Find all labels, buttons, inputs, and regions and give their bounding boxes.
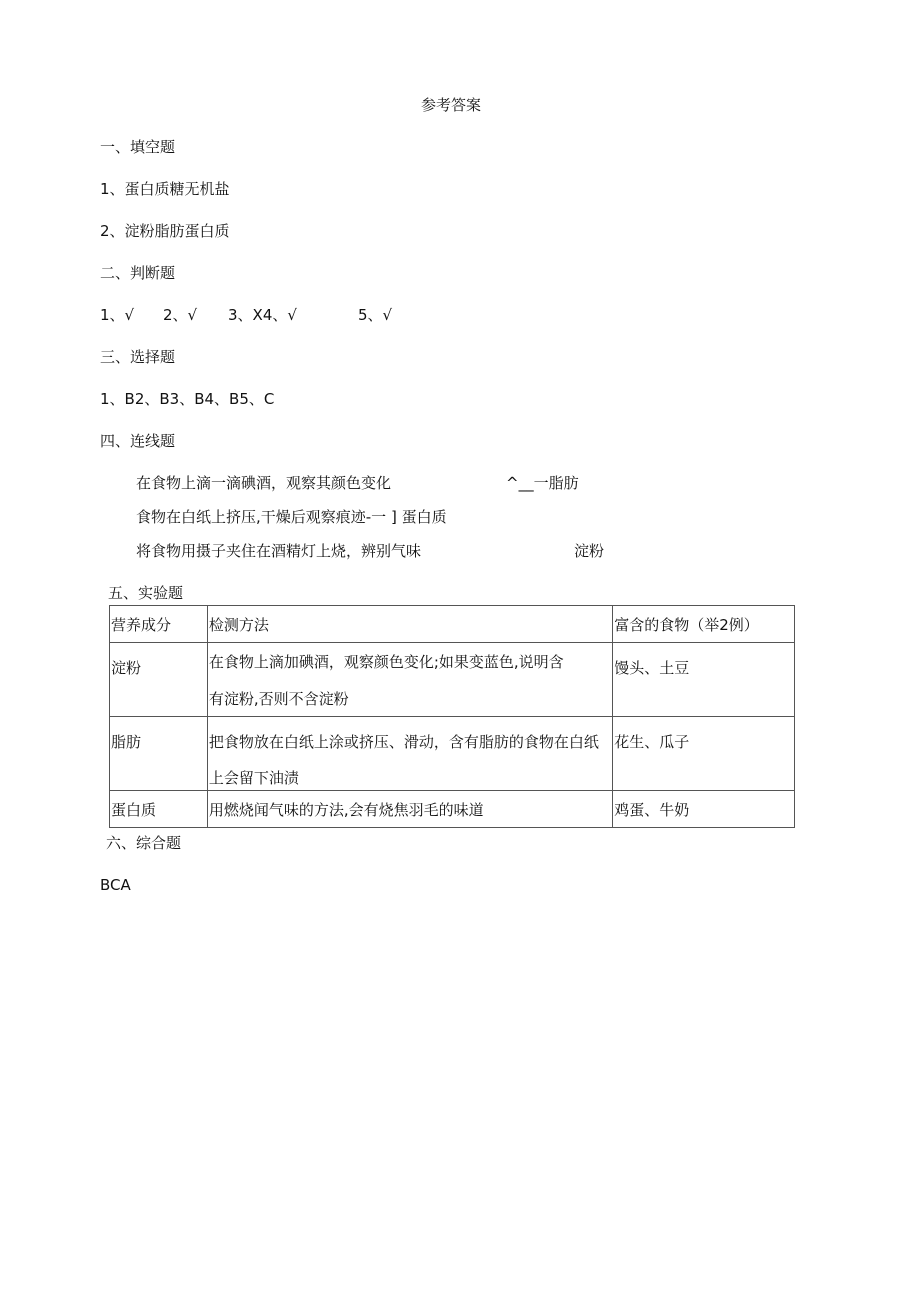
method-line: 用燃烧闻气味的方法,会有烧焦羽毛的味道: [208, 801, 484, 819]
header-cell: 检测方法: [207, 606, 612, 643]
matching-left: 食物在白纸上挤压,干燥后观察痕迹-一 ] 蛋白质: [136, 508, 447, 526]
foods-cell: 花生、瓜子: [613, 717, 795, 791]
nutrient-cell: 脂肪: [110, 717, 208, 791]
header-cell: 营养成分: [110, 606, 208, 643]
experiment-table: [109, 605, 795, 828]
nutrient-cell: 淀粉: [110, 643, 208, 717]
section-heading-experiment: 五、实验题: [108, 584, 184, 602]
nutrient-cell: 蛋白质: [110, 791, 208, 828]
method-line: 把食物放在白纸上涂或挤压、滑动，含有脂肪的食物在白纸: [208, 733, 599, 751]
answer-item: 1、√: [100, 306, 135, 324]
answer-line: BCA: [100, 876, 131, 894]
section-heading-choice: 三、选择题: [100, 348, 176, 366]
method-line: 在食物上滴加碘酒，观察颜色变化;如果变蓝色,说明含: [208, 653, 564, 671]
foods-cell: 鸡蛋、牛奶: [613, 791, 795, 828]
section-heading-fill-blank: 一、填空题: [100, 138, 176, 156]
matching-right: ^__一脂肪: [506, 474, 579, 492]
answer-item: 2、√: [163, 306, 198, 324]
method-cell: [207, 717, 612, 791]
page-title: 参考答案: [421, 96, 482, 114]
matching-right: 淀粉: [574, 542, 605, 560]
section-heading-matching: 四、连线题: [100, 432, 176, 450]
matching-left: 在食物上滴一滴碘酒，观察其颜色变化: [136, 474, 392, 492]
answer-item: 5、√: [358, 306, 393, 324]
method-cell: [207, 643, 612, 717]
answer-line: 2、淀粉脂肪蛋白质: [100, 222, 230, 240]
matching-left: 将食物用摄子夹住在酒精灯上烧，辨别气味: [136, 542, 422, 560]
table-row: [110, 717, 795, 791]
answer-line: 1、蛋白质糖无机盐: [100, 180, 230, 198]
header-cell: 富含的食物（举2例）: [613, 606, 795, 643]
method-line: 上会留下油渍: [208, 769, 299, 787]
answer-item: 3、X4、√: [228, 306, 297, 324]
table-row: [110, 643, 795, 717]
answer-line: 1、B2、B3、B4、B5、C: [100, 390, 275, 408]
section-heading-comprehensive: 六、综合题: [106, 834, 182, 852]
method-line: 有淀粉,否则不含淀粉: [208, 690, 349, 708]
method-cell: [207, 791, 612, 828]
section-heading-true-false: 二、判断题: [100, 264, 176, 282]
table-header-row: [110, 606, 795, 643]
foods-cell: 馒头、土豆: [613, 643, 795, 717]
table-row: [110, 791, 795, 828]
